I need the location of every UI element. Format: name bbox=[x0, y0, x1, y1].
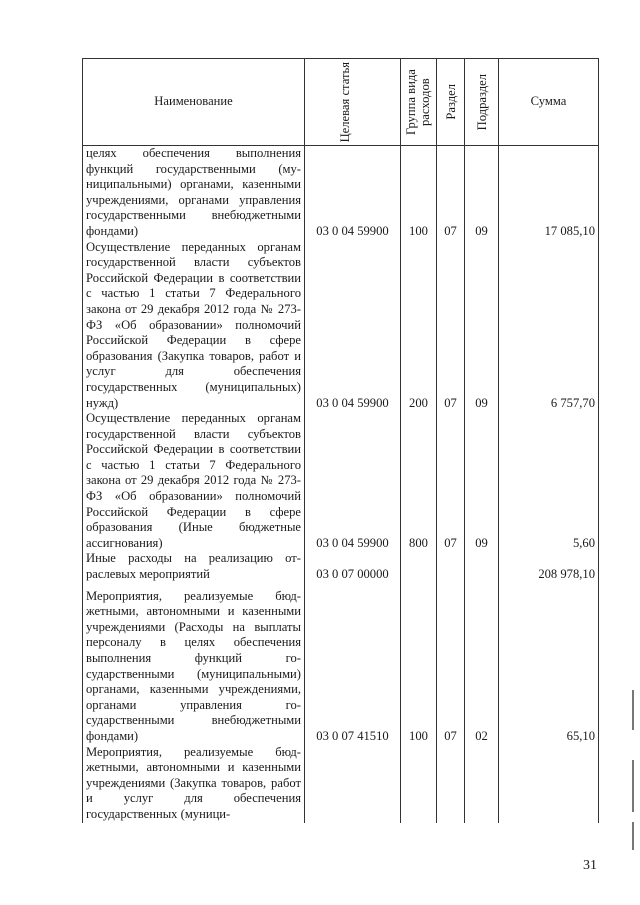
header-subsection: Подраздел bbox=[465, 59, 499, 146]
scan-edge-mark bbox=[632, 690, 634, 730]
row-subsection bbox=[465, 551, 499, 582]
row-section: 07 bbox=[437, 240, 465, 412]
row-name: Иные расходы на реализацию отраслевых мероприятий bbox=[83, 551, 305, 582]
row-section: 07 bbox=[437, 411, 465, 551]
header-group: Группа вида расходов bbox=[401, 59, 437, 146]
row-group: 100 bbox=[401, 589, 437, 745]
scan-edge-mark bbox=[632, 760, 634, 812]
row-name: целях обеспечения выполнения функций государственными (муниципальными) органами, казенными учреждениями, органами управления государственными внебюджетными фондами) bbox=[83, 146, 305, 240]
row-name: Мероприятия, реализуемые бюджетными, автономными и казенными учреждениями (Расходы на выплаты персоналу в целях обеспечения выполнения функций государственными (муниципальными) органами, казенными учреждениями, органами управления государственными внебюджетными фондами) bbox=[83, 589, 305, 745]
row-subsection bbox=[465, 745, 499, 823]
page-number: 31 bbox=[583, 858, 597, 873]
header-section: Раздел bbox=[437, 59, 465, 146]
row-sum bbox=[499, 745, 599, 823]
header-sum: Сумма bbox=[499, 59, 599, 146]
budget-table bbox=[82, 58, 599, 823]
row-target bbox=[305, 745, 401, 823]
row-section bbox=[437, 551, 465, 582]
row-name: Мероприятия, реализуемые бюджетными, автономными и казенными учреждениями (Закупка товаров, работ и услуг для обеспечения государственных (муници- bbox=[83, 745, 305, 823]
table-row bbox=[83, 146, 599, 240]
row-group bbox=[401, 745, 437, 823]
row-target: 03 0 07 00000 bbox=[305, 551, 401, 582]
table-row bbox=[83, 551, 599, 582]
row-group: 200 bbox=[401, 240, 437, 412]
table-header bbox=[83, 59, 599, 146]
table-row bbox=[83, 411, 599, 551]
row-section bbox=[437, 745, 465, 823]
header-name: Наименование bbox=[83, 59, 305, 146]
row-target: 03 0 04 59900 bbox=[305, 146, 401, 240]
row-subsection: 09 bbox=[465, 146, 499, 240]
row-sum: 65,10 bbox=[499, 589, 599, 745]
row-section: 07 bbox=[437, 589, 465, 745]
row-name: Осуществление переданных органам государственной власти субъектов Российской Федерации в соответствии с частью 1 статьи 7 Федерального закона от 29 декабря 2012 года № 273-ФЗ «Об образовании» полномочий Российской Федерации в сфере образования (Иные бюджетные ассигнования) bbox=[83, 411, 305, 551]
row-subsection: 09 bbox=[465, 411, 499, 551]
row-section: 07 bbox=[437, 146, 465, 240]
table-row bbox=[83, 240, 599, 412]
row-target: 03 0 04 59900 bbox=[305, 240, 401, 412]
row-subsection: 09 bbox=[465, 240, 499, 412]
table-row bbox=[83, 589, 599, 745]
row-sum: 208 978,10 bbox=[499, 551, 599, 582]
header-target: Целевая статья bbox=[305, 59, 401, 146]
scan-edge-mark bbox=[632, 822, 634, 850]
table-body bbox=[83, 146, 599, 823]
row-name: Осуществление переданных органам государственной власти субъектов Российской Федерации в соответствии с частью 1 статьи 7 Федерального закона от 29 декабря 2012 года № 273-ФЗ «Об образовании» полномочий Российской Федерации в сфере образования (Закупка товаров, работ и услуг для обеспечения государственных (муниципальных) нужд) bbox=[83, 240, 305, 412]
row-target: 03 0 07 41510 bbox=[305, 589, 401, 745]
row-subsection: 02 bbox=[465, 589, 499, 745]
row-sum: 5,60 bbox=[499, 411, 599, 551]
row-group bbox=[401, 551, 437, 582]
row-target: 03 0 04 59900 bbox=[305, 411, 401, 551]
row-group: 800 bbox=[401, 411, 437, 551]
row-group: 100 bbox=[401, 146, 437, 240]
row-sum: 17 085,10 bbox=[499, 146, 599, 240]
table-row bbox=[83, 745, 599, 823]
row-sum: 6 757,70 bbox=[499, 240, 599, 412]
